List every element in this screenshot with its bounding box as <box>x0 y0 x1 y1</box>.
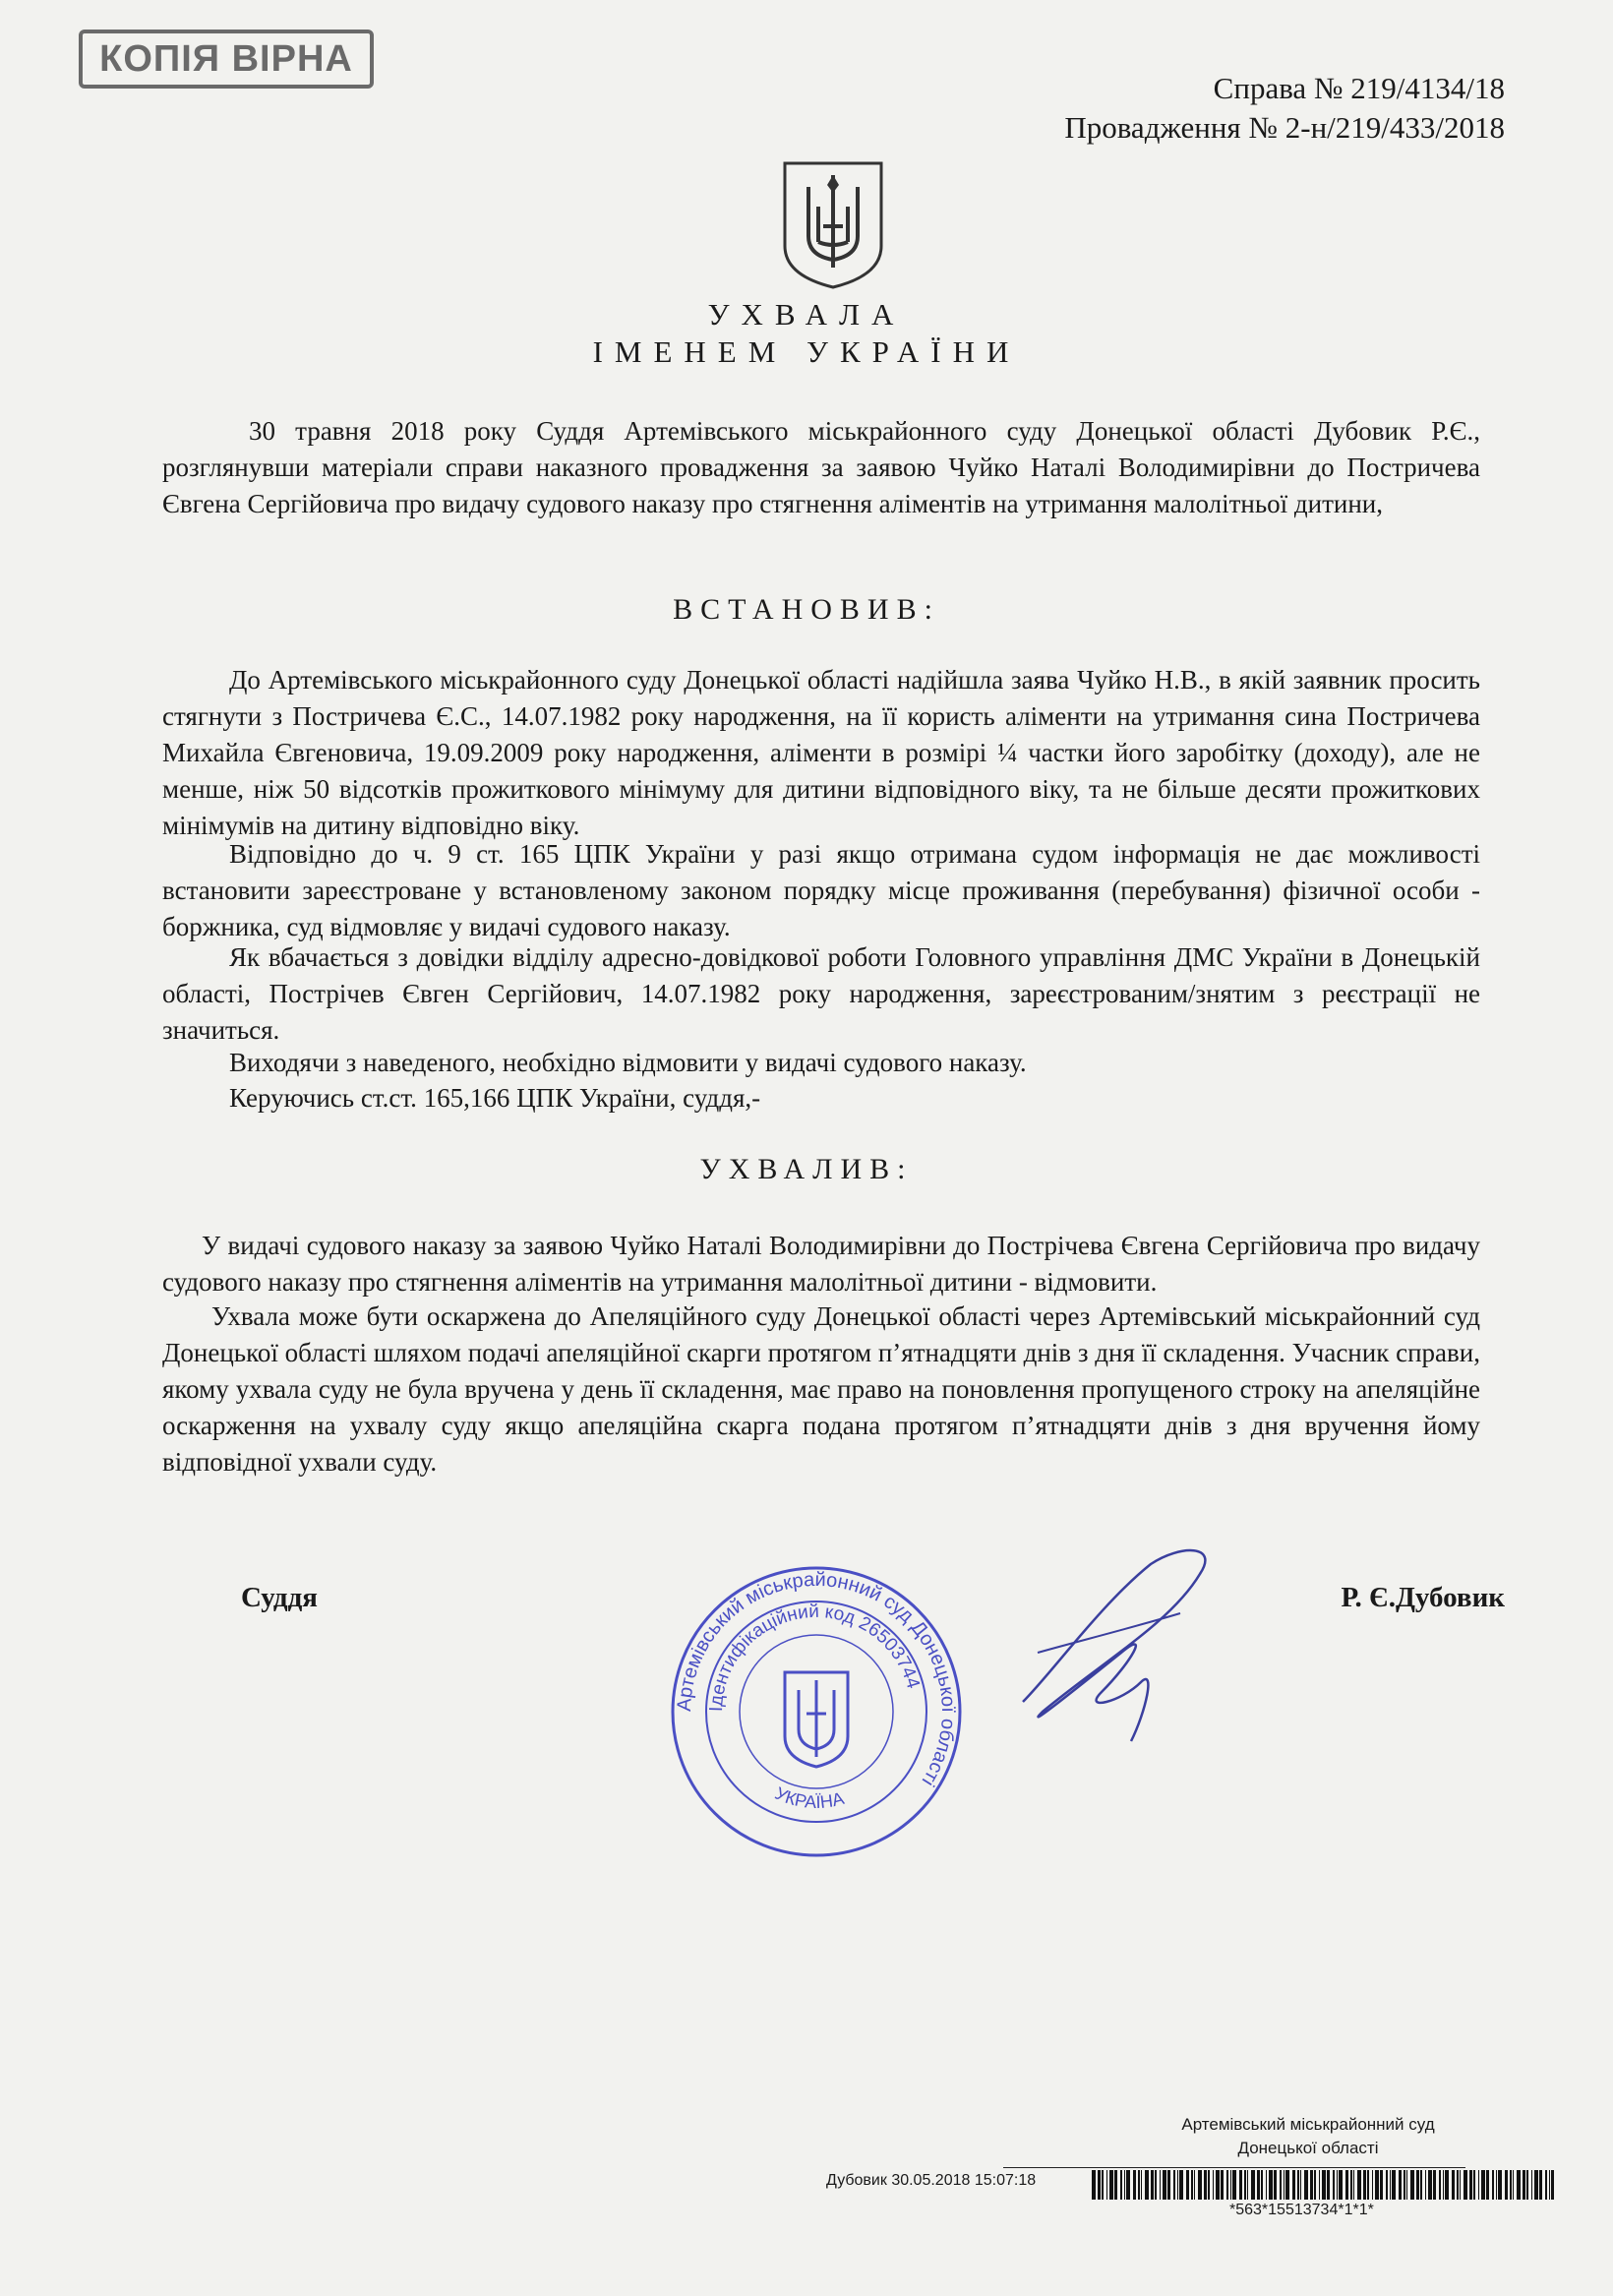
seal-bottom-text: УКРАЇНА <box>771 1782 847 1813</box>
barcode-bar <box>1534 2170 1538 2200</box>
barcode-bar <box>1481 2170 1485 2200</box>
barcode-bar <box>1204 2170 1207 2200</box>
established-heading: ВСТАНОВИВ: <box>673 593 940 626</box>
handwritten-signature <box>984 1535 1239 1761</box>
copy-certified-stamp: КОПІЯ ВІРНА <box>79 30 374 89</box>
barcode-bar <box>1416 2170 1419 2200</box>
barcode-bar <box>1380 2170 1383 2200</box>
barcode-bar <box>1445 2170 1449 2200</box>
barcode-bar <box>1304 2170 1308 2200</box>
barcode-bar <box>1433 2170 1436 2200</box>
seal-code-text: Ідентифікаційний код 26503744 <box>705 1601 924 1713</box>
barcode-bar <box>1269 2170 1273 2200</box>
established-paragraph-1: До Артемівського міськрайонного суду Донецької області надійшла заява Чуйко Н.В., в якій заявник просить стягнути з Постричева Є.С., 14.07.1982 року народження, на її користь аліменти на утримання сина Постричева Михайла Євгеновича, 19.09.2009 року народження, аліменти в розмірі ¼ частки його заробітку (доходу), але не менше, ніж 50 відсотків прожиткового мінімуму для дитини відповідного віку, та не більше десяти прожиткових мінімумів на дитину відповідно віку. <box>162 665 1480 840</box>
barcode-bar <box>1545 2170 1547 2200</box>
barcode-bar <box>1216 2170 1220 2200</box>
barcode-bar <box>1443 2170 1444 2200</box>
barcode-bar <box>1226 2170 1228 2200</box>
footer-court-line1: Артемівський міськрайонний суд <box>1181 2115 1435 2134</box>
seal-trident-icon <box>785 1672 848 1767</box>
barcode-bar <box>1399 2170 1402 2200</box>
barcode-bar <box>1257 2170 1260 2200</box>
barcode-bar <box>1392 2170 1396 2200</box>
barcode-bar <box>1404 2170 1405 2200</box>
barcode-bar <box>1505 2170 1508 2200</box>
case-number: Справа № 219/4134/18 <box>1213 71 1505 105</box>
barcode-bar <box>1372 2170 1373 2200</box>
barcode-bar <box>1232 2170 1236 2200</box>
barcode-bar <box>1133 2170 1136 2200</box>
barcode-bar <box>1177 2170 1178 2200</box>
barcode-bar <box>1261 2170 1263 2200</box>
document-subtitle: ІМЕНЕМ УКРАЇНИ <box>592 334 1021 369</box>
barcode-bar <box>1367 2170 1369 2200</box>
document-title: УХВАЛА <box>707 297 906 332</box>
barcode-bar <box>1138 2170 1140 2200</box>
barcode-bar <box>1420 2170 1422 2200</box>
barcode-bar <box>1531 2170 1532 2200</box>
barcode-bar <box>1114 2170 1117 2200</box>
barcode-bar <box>1300 2170 1301 2200</box>
seal-ring-text: Артемівський міськрайонний суд Донецької області <box>673 1568 960 1790</box>
barcode-bar <box>1492 2170 1494 2200</box>
coat-of-arms-icon <box>779 157 887 290</box>
barcode-bar <box>1457 2170 1459 2200</box>
barcode-bar <box>1239 2170 1242 2200</box>
barcode-bar <box>1526 2170 1528 2200</box>
barcode-bar <box>1319 2170 1320 2200</box>
intro-paragraph: 30 травня 2018 року Суддя Артемівського міськрайонного суду Донецької області Дубовик Р.Є., розглянувши матеріали справи наказного провадження за заявою Чуйко Наталі Володимирівни до Постричева Євгена Сергійовича про видачу судового наказу про стягнення аліментів на утримання малолітньої дитини, <box>162 416 1480 518</box>
barcode-bar <box>1213 2170 1214 2200</box>
barcode-bar <box>1098 2170 1101 2200</box>
barcode-bar <box>1513 2170 1514 2200</box>
barcode-bar <box>1510 2170 1512 2200</box>
barcode-bar <box>1198 2170 1202 2200</box>
barcode-bar <box>1297 2170 1299 2200</box>
barcode-bar <box>1126 2170 1130 2200</box>
barcode-bar <box>1106 2170 1107 2200</box>
barcode-bar <box>1406 2170 1407 2200</box>
court-seal <box>669 1564 964 1859</box>
barcode-bar <box>1486 2170 1489 2200</box>
decided-heading: УХВАЛИВ: <box>699 1153 914 1185</box>
footer-court-line2: Донецької області <box>1237 2139 1379 2157</box>
barcode-bar <box>1310 2170 1313 2200</box>
barcode-bar <box>1353 2170 1354 2200</box>
barcode-bar <box>1102 2170 1104 2200</box>
barcode-bar <box>1221 2170 1224 2200</box>
barcode-bar <box>1092 2170 1096 2200</box>
barcode-bar <box>1280 2170 1282 2200</box>
case-reference <box>1064 69 1505 148</box>
footer-divider <box>1003 2167 1465 2168</box>
footer-court-name <box>1161 2113 1456 2160</box>
decided-paragraph-1: У видачі судового наказу за заявою Чуйко Наталі Володимирівни до Пострічева Євгена Сергійовича про видачу судового наказу про стягнення аліментів на утримання малолітньої дитини - відмовити. <box>162 1231 1480 1297</box>
barcode-bar <box>1464 2170 1467 2200</box>
barcode-bar <box>1498 2170 1502 2200</box>
barcode-bar <box>1390 2170 1391 2200</box>
judge-label: Суддя <box>241 1582 318 1613</box>
established-paragraph-5: Керуючись ст.ст. 165,166 ЦПК України, суддя,- <box>229 1083 761 1113</box>
established-paragraph-3: Як вбачається з довідки відділу адресно-довідкової роботи Головного управління ДМС України в Донецькій області, Пострічев Євген Сергійович, 14.07.1982 року народження, зареєстрованим/знятим з реєстрації не значиться. <box>162 942 1480 1045</box>
barcode-bar <box>1160 2170 1161 2200</box>
barcode-bar <box>1141 2170 1142 2200</box>
barcode-bar <box>1285 2170 1289 2200</box>
barcode-bar <box>1167 2170 1170 2200</box>
barcode-bar <box>1549 2170 1550 2200</box>
barcode-bar <box>1274 2170 1277 2200</box>
barcode-bar <box>1517 2170 1521 2200</box>
decided-paragraph-2: Ухвала може бути оскаржена до Апеляційного суду Донецької області через Артемівський міськрайонний суд Донецької області шляхом подачі апеляційної скарги протягом п’ятнадцяти днів з дня її складення. Учасник справи, якому ухвала суду не була вручена у день її складення, має право на поновлення пропущеного строку на апеляційне оскарження на ухвалу суду якщо апеляційна скарга подана протягом п’ятнадцяти днів з дня вручення йому відповідної ухвали суду. <box>162 1301 1480 1477</box>
barcode-bar <box>1186 2170 1189 2200</box>
barcode-bar <box>1191 2170 1193 2200</box>
barcode-bar <box>1496 2170 1497 2200</box>
barcode-bar <box>1179 2170 1183 2200</box>
barcode-bar <box>1460 2170 1461 2200</box>
barcode-bar <box>1251 2170 1255 2200</box>
barcode-bar <box>1173 2170 1175 2200</box>
judge-name: Р. Є.Дубовик <box>1341 1582 1505 1613</box>
barcode-bar <box>1345 2170 1348 2200</box>
barcode-bar <box>1452 2170 1455 2200</box>
proceeding-number: Провадження № 2-н/219/433/2018 <box>1064 110 1505 145</box>
barcode-bar <box>1551 2170 1554 2200</box>
barcode-bar <box>1357 2170 1361 2200</box>
barcode-bar <box>1333 2170 1335 2200</box>
barcode-bar <box>1145 2170 1149 2200</box>
barcode-bar <box>1230 2170 1231 2200</box>
barcode-bar <box>1439 2170 1441 2200</box>
established-paragraph-2: Відповідно до ч. 9 ст. 165 ЦПК України у разі якщо отримана судом інформація не дає можливості встановити зареєстроване у встановленому законом порядку місце проживання (перебування) фізичної особи - боржника, суд відмовляє у видачі судового наказу. <box>162 839 1480 941</box>
barcode-bar <box>1120 2170 1122 2200</box>
barcode-bar <box>1539 2170 1542 2200</box>
barcode-bar <box>1386 2170 1388 2200</box>
barcode-bar <box>1375 2170 1379 2200</box>
barcode-bar <box>1208 2170 1210 2200</box>
barcode-bar <box>1151 2170 1154 2200</box>
barcode-bar <box>1322 2170 1326 2200</box>
barcode-bar <box>1339 2170 1343 2200</box>
barcode-bar <box>1350 2170 1352 2200</box>
barcode <box>1092 2170 1554 2200</box>
barcode-bar <box>1428 2170 1432 2200</box>
barcode-bar <box>1292 2170 1295 2200</box>
barcode-number: *563*15513734*1*1* <box>1229 2202 1374 2218</box>
barcode-bar <box>1194 2170 1195 2200</box>
barcode-bar <box>1247 2170 1248 2200</box>
barcode-bar <box>1163 2170 1166 2200</box>
barcode-bar <box>1314 2170 1316 2200</box>
barcode-bar <box>1473 2170 1475 2200</box>
barcode-bar <box>1244 2170 1246 2200</box>
barcode-bar <box>1363 2170 1366 2200</box>
barcode-bar <box>1266 2170 1267 2200</box>
barcode-bar <box>1523 2170 1525 2200</box>
barcode-bar <box>1410 2170 1414 2200</box>
electronic-signature-timestamp: Дубовик 30.05.2018 15:07:18 <box>826 2172 1037 2189</box>
barcode-bar <box>1109 2170 1113 2200</box>
established-paragraph-4: Виходячи з наведеного, необхідно відмовити у видачі судового наказу. <box>229 1048 1027 1077</box>
barcode-bar <box>1469 2170 1472 2200</box>
barcode-bar <box>1425 2170 1426 2200</box>
barcode-bar <box>1327 2170 1330 2200</box>
barcode-bar <box>1337 2170 1338 2200</box>
barcode-bar <box>1124 2170 1125 2200</box>
barcode-bar <box>1478 2170 1479 2200</box>
barcode-bar <box>1155 2170 1157 2200</box>
